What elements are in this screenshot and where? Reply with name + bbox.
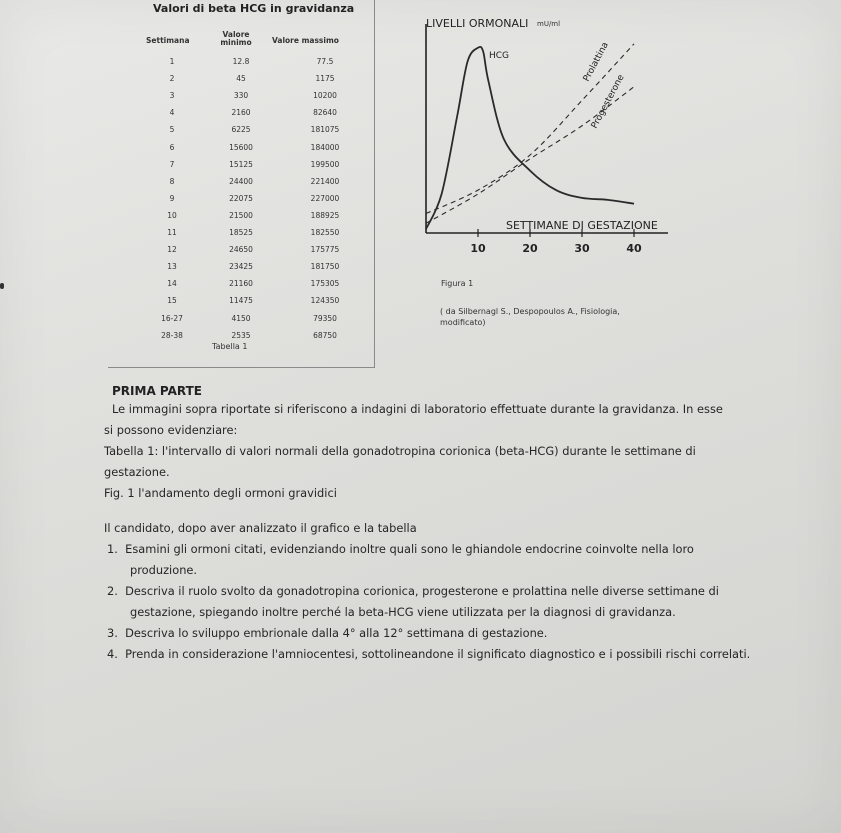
table-cell-min: 45 bbox=[236, 74, 246, 84]
x-tick-label: 10 bbox=[470, 242, 486, 255]
question-item bbox=[104, 644, 754, 665]
figure-source-line2: modificato) bbox=[440, 318, 486, 327]
question-item bbox=[104, 623, 754, 644]
table-cell-max: 227000 bbox=[310, 193, 340, 203]
x-tick-label: 30 bbox=[574, 242, 590, 255]
table-cell-min: 21160 bbox=[229, 279, 253, 289]
series-label-progesterone: Progesterone bbox=[589, 73, 627, 131]
intro-line: si possono evidenziare: bbox=[104, 423, 238, 437]
lead-in: Il candidato, dopo aver analizzato il grafico e la tabella bbox=[104, 521, 417, 535]
table-cell-min: 24400 bbox=[229, 176, 253, 186]
col-head-max: Valore massimo bbox=[272, 36, 339, 45]
series-hcg-line bbox=[426, 47, 634, 229]
table-cell-week: 14 bbox=[167, 279, 177, 289]
series-prolattina-line bbox=[426, 44, 634, 214]
question-text: Esamini gli ormoni citati, evidenziando inoltre quali sono le ghiandole endocrine coinvolte nella loro produzione. bbox=[125, 542, 694, 577]
table-title: Valori di beta HCG in gravidanza bbox=[153, 2, 355, 15]
table-cell-min: 15125 bbox=[229, 159, 253, 169]
table-cell-min: 2160 bbox=[231, 108, 251, 118]
table-caption: Tabella 1 bbox=[212, 342, 248, 351]
table-cell-min: 22075 bbox=[229, 193, 253, 203]
table-cell-min: 18525 bbox=[229, 228, 253, 237]
table-cell-max: 182550 bbox=[310, 228, 340, 237]
intro-line: Fig. 1 l'andamento degli ormoni gravidici bbox=[104, 486, 337, 500]
table-cell-max: 124350 bbox=[310, 296, 340, 306]
questions-list bbox=[104, 518, 754, 665]
question-item bbox=[104, 539, 754, 581]
x-axis-label: SETTIMANE DI GESTAZIONE bbox=[506, 219, 658, 232]
table-cell-min: 12.8 bbox=[232, 57, 250, 66]
table-cell-week: 10 bbox=[167, 210, 177, 220]
table-cell-max: 68750 bbox=[313, 330, 337, 340]
figure-caption: Figura 1 bbox=[441, 279, 474, 288]
question-number: 1. bbox=[107, 542, 118, 556]
table-cell-week: 6 bbox=[169, 142, 175, 152]
intro-paragraph bbox=[104, 399, 754, 504]
col-head-week: Settimana bbox=[146, 36, 190, 45]
section-title: PRIMA PARTE bbox=[112, 384, 202, 398]
table-cell-min: 2535 bbox=[231, 330, 251, 340]
series-label-hcg: HCG bbox=[489, 51, 510, 61]
table-cell-week: 15 bbox=[167, 296, 177, 306]
table-cell-week: 11 bbox=[167, 228, 177, 237]
table-cell-week: 12 bbox=[167, 245, 177, 255]
table-cell-max: 199500 bbox=[310, 159, 340, 169]
table-cell-week: 8 bbox=[169, 176, 175, 186]
table-cell-min: 6225 bbox=[231, 125, 251, 135]
table-cell-max: 181750 bbox=[310, 262, 340, 272]
question-text: Descriva lo sviluppo embrionale dalla 4° alla 12° settimana di gestazione. bbox=[125, 626, 548, 640]
table-cell-max: 221400 bbox=[310, 176, 340, 186]
question-number: 4. bbox=[107, 647, 118, 661]
table-cell-min: 4150 bbox=[231, 313, 251, 323]
question-item bbox=[104, 581, 754, 623]
table-cell-week: 9 bbox=[169, 193, 175, 203]
intro-line: Le immagini sopra riportate si riferiscono a indagini di laboratorio effettuate durante la gravidanza. In esse bbox=[112, 402, 723, 416]
table-cell-week: 5 bbox=[169, 125, 175, 135]
table-cell-week: 7 bbox=[169, 159, 175, 169]
table-cell-min: 330 bbox=[233, 91, 249, 101]
table-cell-min: 15600 bbox=[229, 142, 253, 152]
table-cell-week: 28-38 bbox=[161, 330, 183, 340]
table-cell-max: 1175 bbox=[315, 74, 335, 84]
col-head-min-line1: Valore bbox=[222, 30, 250, 39]
chart-title: LIVELLI ORMONALI bbox=[426, 17, 529, 30]
table-cell-max: 188925 bbox=[310, 210, 340, 220]
table-cell-week: 2 bbox=[169, 74, 175, 84]
table-cell-min: 24650 bbox=[229, 245, 253, 255]
table-cell-week: 3 bbox=[169, 91, 175, 101]
table-cell-max: 77.5 bbox=[316, 57, 334, 66]
x-tick-label: 40 bbox=[626, 242, 642, 255]
table-cell-max: 79350 bbox=[313, 313, 337, 323]
table-cell-week: 16-27 bbox=[161, 313, 183, 323]
table-cell-week: 4 bbox=[169, 108, 175, 118]
question-number: 3. bbox=[107, 626, 118, 640]
figure-source-line1: ( da Silbernagl S., Despopoulos A., Fisiologia, bbox=[440, 307, 620, 316]
chart-unit: mU/ml bbox=[537, 20, 561, 28]
table-cell-max: 175775 bbox=[310, 245, 340, 255]
table-cell-min: 21500 bbox=[229, 210, 253, 220]
table-cell-min: 11475 bbox=[229, 296, 253, 306]
table-cell-max: 10200 bbox=[313, 91, 337, 101]
series-label-prolattina: Prolattina bbox=[581, 40, 611, 84]
x-tick-label: 20 bbox=[522, 242, 538, 255]
question-number: 2. bbox=[107, 584, 118, 598]
table-cell-max: 184000 bbox=[310, 142, 340, 152]
table-cell-week: 13 bbox=[167, 262, 177, 272]
figure-source bbox=[440, 306, 720, 328]
table-cell-min: 23425 bbox=[229, 262, 253, 272]
table-cell-max: 175305 bbox=[310, 279, 340, 289]
col-head-min-line2: minimo bbox=[220, 38, 252, 47]
question-text: Prenda in considerazione l'amniocentesi, sottolineandone il significato diagnostico e i possibili rischi correlati. bbox=[125, 647, 751, 661]
question-text: Descriva il ruolo svolto da gonadotropina corionica, progesterone e prolattina nelle diverse settimane di gestazione, spiegando inoltre perché la beta-HCG viene utilizzata per la diagnosi di gravidanza. bbox=[125, 584, 719, 619]
intro-line: gestazione. bbox=[104, 465, 170, 479]
intro-line: Tabella 1: l'intervallo di valori normali della gonadotropina corionica (beta-HCG) durante le settimane di bbox=[104, 444, 696, 458]
table-cell-week: 1 bbox=[169, 57, 175, 66]
table-cell-max: 82640 bbox=[313, 108, 337, 118]
table-cell-max: 181075 bbox=[310, 125, 340, 135]
